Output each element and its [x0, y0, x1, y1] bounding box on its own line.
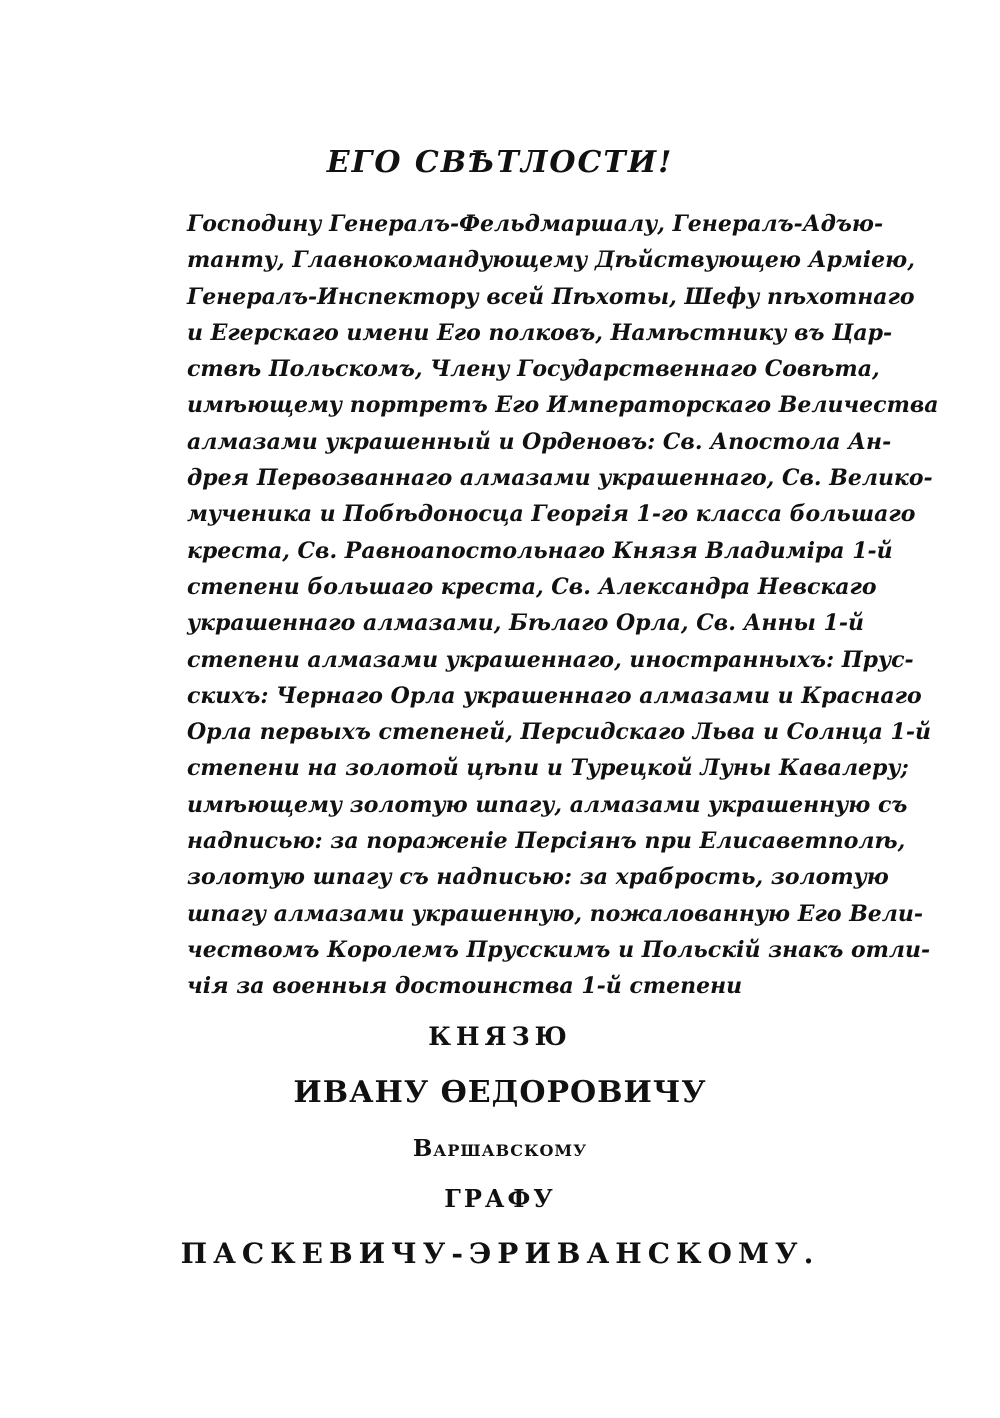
body-line: Генералъ-Инспектору всей Пѣхоты, Шефу пѣхотнаго — [187, 283, 915, 310]
body-line: чія за военныя достоинства 1-й степени — [187, 973, 743, 1000]
body-line: чествомъ Королемъ Прусскимъ и Польскій знакъ отли- — [187, 936, 931, 963]
title-name: ИВАНУ ѲЕДОРОВИЧУ — [293, 1075, 707, 1110]
body-line: степени на золотой цѣпи и Турецкой Луны Кавалеру; — [187, 755, 909, 782]
body-line: и Егерскаго имени Его полковъ, Намѣстнику въ Цар- — [187, 319, 893, 346]
body-line: скихъ: Чернаго Орла украшеннаго алмазами и Краснаго — [187, 682, 922, 709]
body-line: дрея Первозваннаго алмазами украшеннаго, Св. Велико- — [187, 465, 933, 492]
body-line: надписью: за пораженіе Персіянъ при Елисаветполѣ, — [187, 828, 906, 855]
body-line: мученика и Побѣдоносца Георгія 1-го класса большаго — [187, 501, 916, 528]
body-line: танту, Главнокомандующему Дѣйствующею Арміею, — [187, 247, 915, 274]
body-line: креста, Св. Равноапостольнаго Князя Владиміра 1-й — [187, 537, 893, 564]
body-line: Орла первыхъ степеней, Персидскаго Льва и Солнца 1-й — [187, 719, 931, 746]
body-line: степени большаго креста, Св. Александра Невскаго — [187, 573, 877, 600]
body-line: имѣющему портретъ Его Императорскаго Величества — [187, 392, 939, 419]
body-line: ствѣ Польскомъ, Члену Государственнаго Совѣта, — [187, 356, 880, 383]
title-count: ГРАФУ — [444, 1184, 556, 1213]
body-line: золотую шпагу съ надписью: за храбрость, золотую — [187, 864, 889, 891]
body-line: шпагу алмазами украшенную, пожалованную Его Вели- — [187, 900, 924, 927]
dedication-heading: ЕГО СВѢТЛОСТИ! — [326, 145, 674, 180]
body-line: алмазами украшенный и Орденовъ: Св. Апостола Ан- — [187, 428, 892, 455]
dedication-body — [187, 206, 939, 1005]
body-line: украшеннаго алмазами, Бѣлаго Орла, Св. Анны 1-й — [187, 610, 864, 637]
body-line: степени алмазами украшеннаго, иностранныхъ: Прус- — [187, 646, 914, 673]
title-surname: ПАСКЕВИЧУ-ЭРИВАНСКОМУ. — [180, 1237, 820, 1270]
title-prince: КНЯЗЮ — [428, 1022, 572, 1051]
title-warsaw: Варшавскому — [412, 1135, 588, 1162]
body-line: имѣющему золотую шпагу, алмазами украшенную съ — [187, 791, 908, 818]
body-line: Господину Генералъ-Фельдмаршалу, Генералъ-Адъю- — [187, 211, 884, 237]
